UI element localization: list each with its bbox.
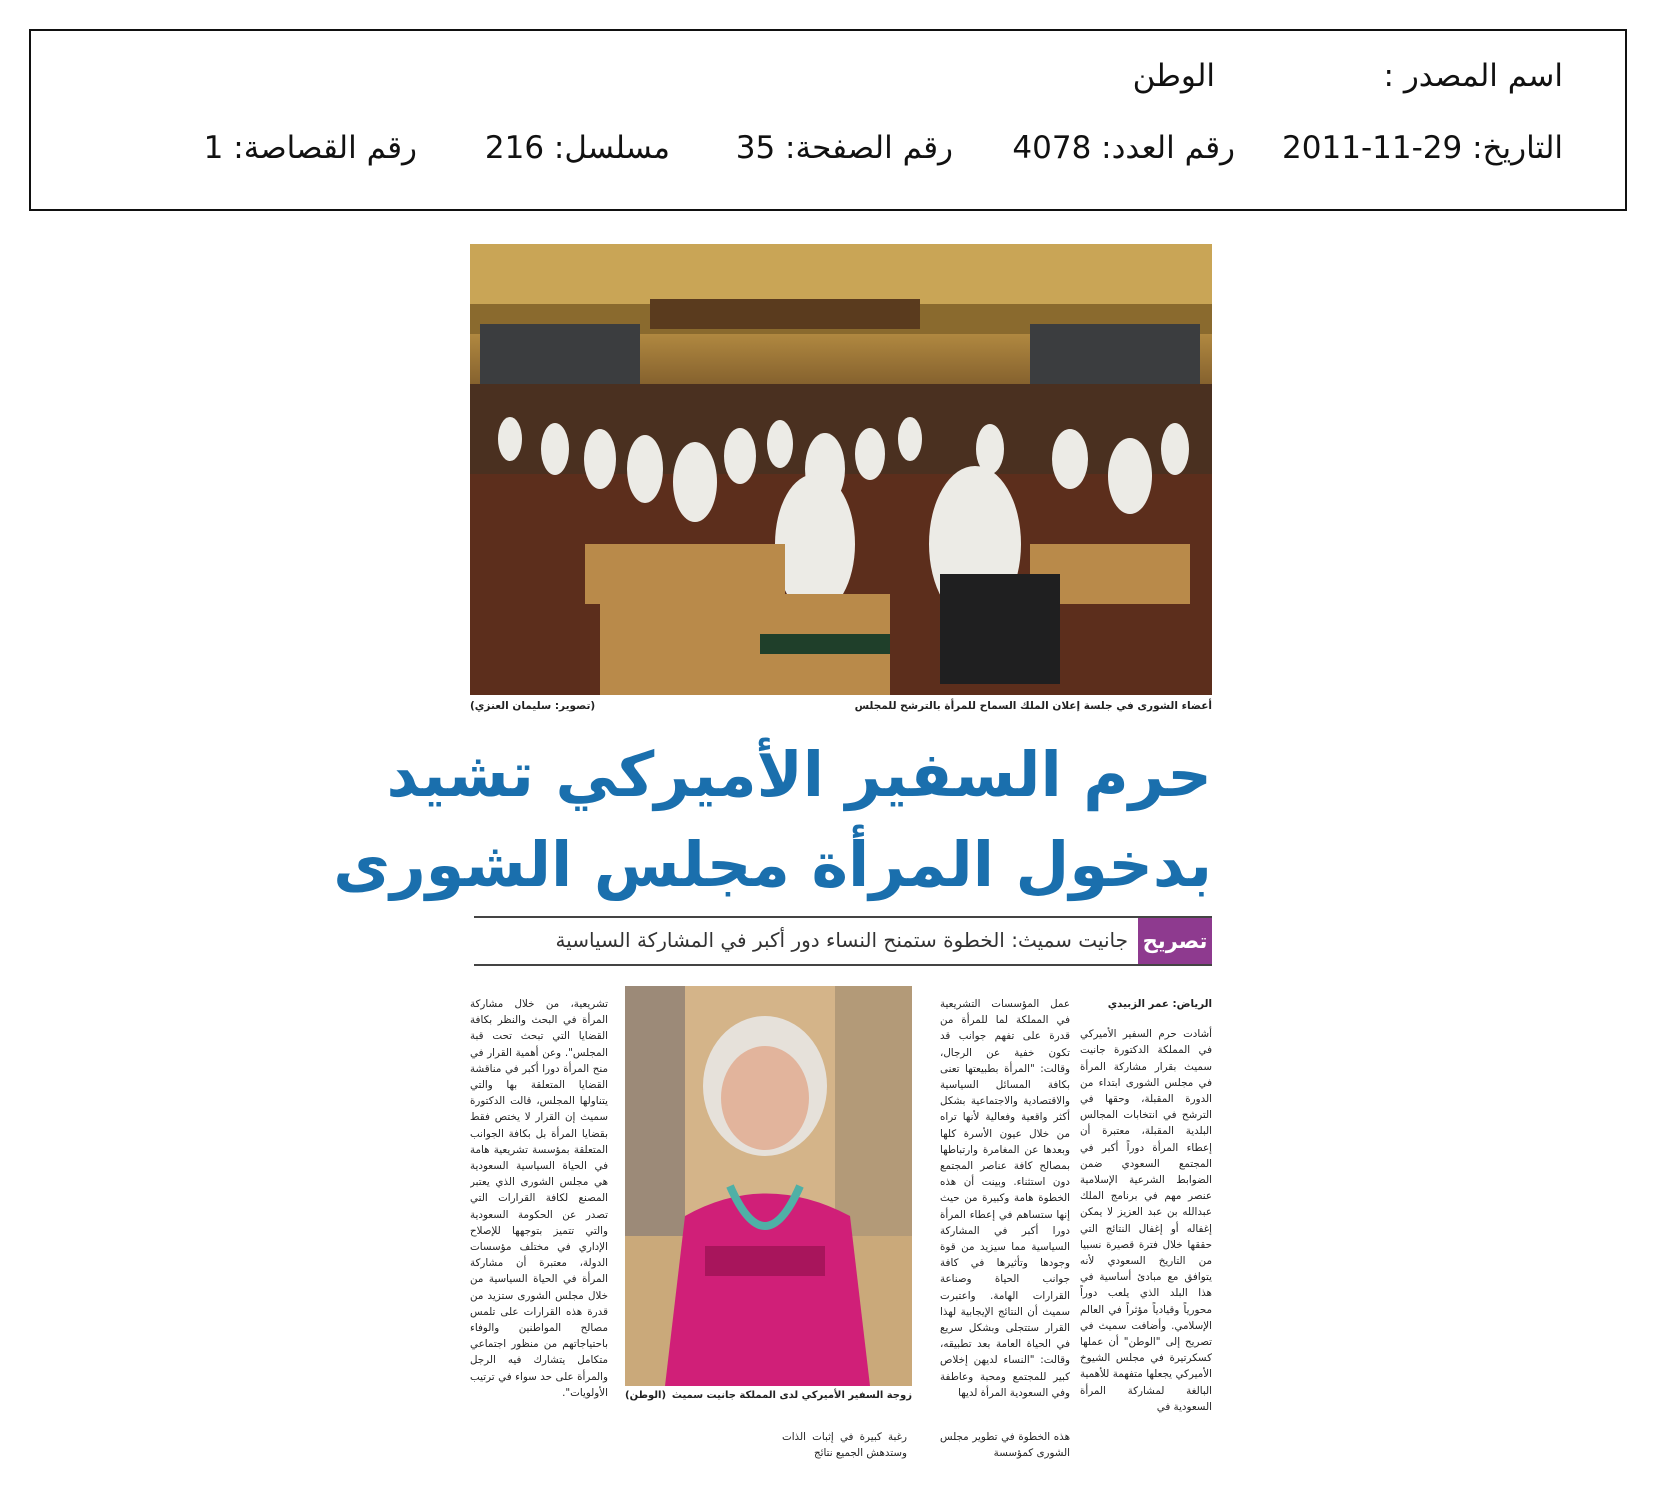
article-column-2 bbox=[940, 996, 1070, 1456]
photo-caption-text: أعضاء الشورى في جلسة إعلان الملك السماح للمرأة بالترشح للمجلس bbox=[854, 700, 1212, 712]
issue-number-field: رقم العدد: 4078 bbox=[1012, 130, 1235, 166]
article-column-3b bbox=[940, 1429, 1070, 1469]
council-photo bbox=[470, 244, 1212, 695]
headline-line-1: حرم السفير الأميركي تشيد bbox=[386, 738, 1212, 811]
column-3a-text: رغبة كبيرة في إثبات الذات وستدهش الجميع نتائج bbox=[782, 1431, 907, 1460]
article-column-1 bbox=[1080, 996, 1212, 1456]
column-1-text: أشادت حرم السفير الأميركي في المملكة الدكتورة جانيت سميث بقرار مشاركة المرأة في مجلس الشورى ابتداء من الدورة المقبلة، وحقها في الترشح في انتخابات المجالس البلدية المقبلة، معتبرة أن إعطاء المرأة دوراً أكبر في المجتمع السعودي ضمن الضوابط الشرعية الإسلامية عنصر مهم في برنامج الملك عبدالله بن عبد العزيز لا يمكن إغفاله أو إغفال النتائج التي حققها خلال فترة قصيرة نسبيا من التاريخ السعودي لأنه يتوافق مع مبادئ أساسية في هذا البلد الذي يلعب دوراً محورياً وقيادياً مؤثراً في العالم الإسلامي. وأضافت سميث في تصريح إلى "الوطن" أن عملها كسكرتيرة في مجلس الشيوخ الأميركي يجعلها متفهمة للأهمية البالغة لمشاركة المرأة السعودية في bbox=[1080, 1028, 1212, 1413]
statement-tag: تصريح bbox=[1138, 918, 1212, 964]
portrait-caption bbox=[625, 1390, 912, 1406]
portrait-photo bbox=[625, 986, 912, 1386]
photo-credit: (تصوير: سليمان العنزي) bbox=[470, 700, 596, 712]
source-value: الوطن bbox=[1132, 58, 1215, 94]
statement-bar bbox=[474, 916, 1212, 966]
newspaper-clipping bbox=[333, 244, 1212, 1484]
statement-subheadline: جانيت سميث: الخطوة ستمنح النساء دور أكبر في المشاركة السياسية bbox=[555, 928, 1128, 952]
date-field: التاريخ: 29-11-2011 bbox=[1282, 130, 1563, 166]
portrait-caption-text: زوجة السفير الأميركي لدى المملكة جانيت سميث bbox=[671, 1390, 912, 1401]
serial-field: مسلسل: 216 bbox=[484, 130, 670, 166]
source-metadata-box bbox=[29, 29, 1627, 211]
column-4-text: تشريعية، من خلال مشاركة المرأة في البحث والنظر بكافة القضايا التي تبحث تحت قبة المجلس". وعن أهمية القرار في منح المرأة دورا أكبر في مناقشة القضايا المتعلقة بها والتي يتناولها المجلس، قالت الدكتورة سميث إن القرار لا يختص فقط بقضايا المرأة بل بكافة الجوانب المتعلقة بمؤسسة تشريعية هامة في الحياة السياسية السعودية هي مجلس الشورى الذي يعتبر المصنع لكافة القرارات التي تصدر عن الحكومة السعودية والتي تتميز بتوجهها للإصلاح الإداري في مختلف مؤسسات الدولة، معتبرة أن مشاركة المرأة في الحياة السياسية من خلال مجلس الشورى ستزيد من قدرة هذه القرارات على تلمس مصالح المواطنين والوفاء باحتياجاتهم من منظور اجتماعي متكامل يتشارك فيه الرجل والمرأة على حد سواء في ترتيب الأولويات". bbox=[470, 998, 608, 1399]
page-number-field: رقم الصفحة: 35 bbox=[735, 130, 953, 166]
byline: الرياض: عمر الزبيدي bbox=[1107, 998, 1212, 1010]
headline-line-2: بدخول المرأة مجلس الشورى bbox=[333, 828, 1212, 901]
column-3b-text: هذه الخطوة في تطوير مجلس الشورى كمؤسسة bbox=[940, 1431, 1070, 1460]
article-column-4 bbox=[470, 996, 608, 1458]
clip-number-field: رقم القصاصة: 1 bbox=[203, 130, 417, 166]
article-column-3a bbox=[782, 1429, 907, 1469]
column-2-text: عمل المؤسسات التشريعية في المملكة لما للمرأة من قدرة على تفهم جوانب قد تكون خفية عن الرجال، وقالت: "المرأة بطبيعتها تعنى بكافة المسائل السياسية والاقتصادية والاجتماعية بشكل أكثر واقعية وفعالية لأنها تراه من خلال عيون الأسرة كلها وبعدها عن المغامرة وارتباطها بمصالح كافة عناصر المجتمع دون استثناء. وبينت أن هذه الخطوة هامة وكبيرة من حيث إنها ستساهم في إعطاء المرأة دورا أكبر في المشاركة السياسية مما سيزيد من قوة وجودها وتأثيرها في كافة جوانب الحياة وصناعة القرارات الهامة. واعتبرت سميث أن النتائج الإيجابية لهذا القرار ستتجلى وبشكل سريع في الحياة العامة بعد تطبيقه، وقالت: "النساء لديهن إخلاص كبير للمجتمع ومحبة وعاطفة وفي السعودية المرأة لديها bbox=[940, 998, 1070, 1399]
portrait-credit: (الوطن) bbox=[625, 1390, 667, 1401]
source-label: اسم المصدر : bbox=[1383, 58, 1563, 94]
photo-caption bbox=[470, 700, 1212, 716]
